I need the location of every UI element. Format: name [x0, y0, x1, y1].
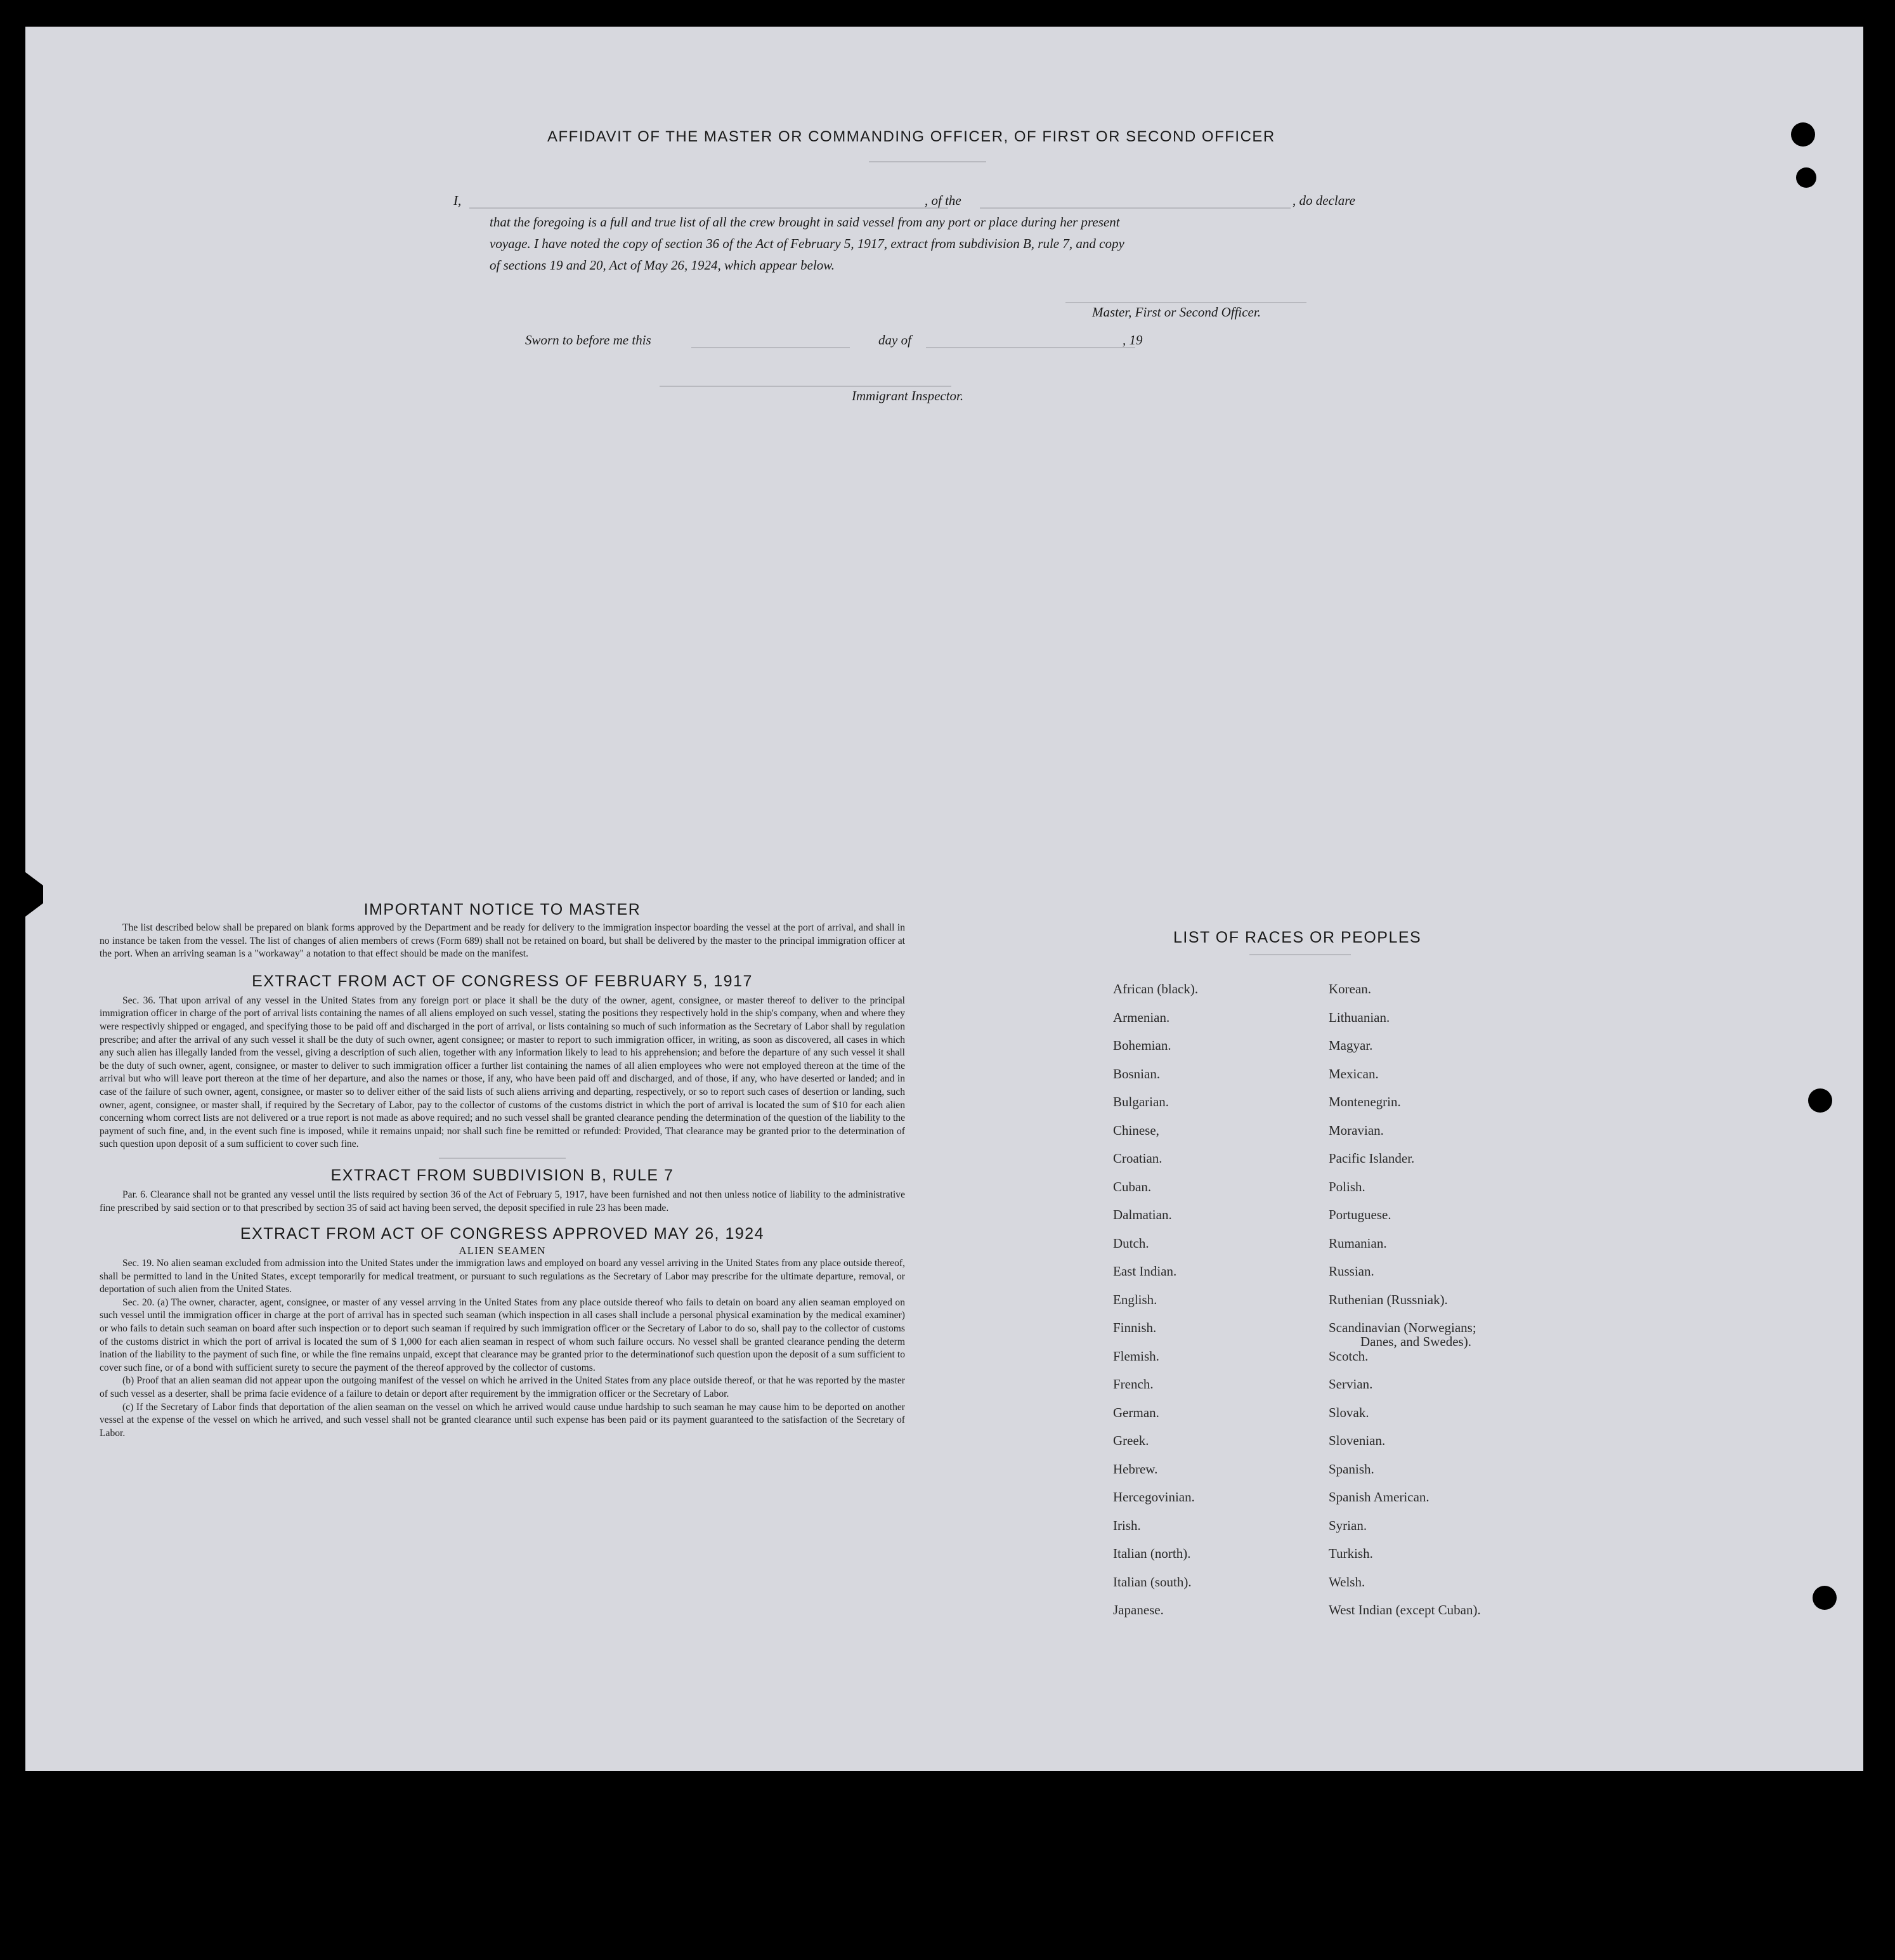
punch-hole	[1808, 1088, 1832, 1113]
race-item: Japanese.	[1113, 1602, 1164, 1617]
race-item: German.	[1113, 1404, 1159, 1420]
race-item: Russian.	[1329, 1264, 1374, 1279]
race-item: Dalmatian.	[1113, 1207, 1172, 1222]
race-item: Magyar.	[1329, 1038, 1373, 1053]
race-item: Spanish.	[1329, 1461, 1374, 1477]
race-item: Polish.	[1329, 1179, 1365, 1194]
master-label: Master, First or Second Officer.	[1092, 304, 1261, 320]
name-blank-line[interactable]	[469, 207, 948, 209]
extract-rule7-title: EXTRACT FROM SUBDIVISION B, RULE 7	[330, 1166, 674, 1184]
document-page	[25, 27, 1863, 1771]
section-20a-text: Sec. 20. (a) The owner, character, agent, consignee, or master of any vessel arrving in the United States from any place outside thereof who fails to detain on board any alien seaman employed on such vessel until the immigration officer in charge at the port of arrival has in spected such seaman (which inspection in all cases shall include a personal physical examination by the medical examiner) or who fails to detain such seaman on board after such inspection or to deport such seaman if required by such immigration officer or the Secretary of Labor to do so, shall pay to the collector of customs of the customs district in which the port of arrival is located the sum of $ 1,000 for each alien seaman in respect of whom such failure occurs. No vessel shall be granted clearance pending the determ ination of the liability to the payment of such fine, or while the fine remains unpaid, except that clearance may be granted prior to the determinationof such question upon the deposit of a sum sufficient to cover such fine, or of a bond with sufficient surety to secure the payment of the thereof approved by the collector of customs.	[100, 1297, 905, 1373]
race-item: West Indian (except Cuban).	[1329, 1602, 1481, 1617]
affidavit-declare: , do declare	[1293, 193, 1355, 208]
race-item: Portuguese.	[1329, 1207, 1391, 1222]
race-item: Armenian.	[1113, 1009, 1170, 1025]
race-item: Finnish.	[1113, 1320, 1157, 1335]
race-item: Montenegrin.	[1329, 1094, 1401, 1109]
section-20b-text: (b) Proof that an alien seaman did not appear upon the outgoing manifest of the vessel on which he arrived in the United States from any place outside thereof, or that he was reported by the master of such vessel as a deserter, shall be prima facie evidence of a failure to detain or deport after requirement by the immigration officer or the Secretary of Labor.	[100, 1375, 905, 1400]
race-item: Greek.	[1113, 1433, 1149, 1448]
race-item: Hebrew.	[1113, 1461, 1158, 1477]
rule-7-text: Par. 6. Clearance shall not be granted any vessel until the lists required by section 36 of the Act of February 5, 1917, have been furnished and not then unless notice of liability to the administrative fine prescribed by said section or to that prescribed by section 35 of said act having been served, the deposit specified in rule 23 has been made.	[100, 1189, 905, 1213]
affidavit-line-2: that the foregoing is a full and true list of all the crew brought in said vessel from any port or place during her present	[490, 214, 1120, 230]
race-item: English.	[1113, 1291, 1157, 1307]
race-item: Scandinavian (Norwegians;	[1329, 1320, 1476, 1335]
race-item: Cuban.	[1113, 1179, 1152, 1194]
year-text: , 19	[1123, 332, 1143, 348]
race-item: Rumanian.	[1329, 1235, 1387, 1251]
race-item: Scotch.	[1329, 1348, 1369, 1364]
race-item: Italian (north).	[1113, 1546, 1191, 1561]
race-item: Slovak.	[1329, 1404, 1369, 1420]
notice-text: The list described below shall be prepared on blank forms approved by the Department and be ready for delivery to the immigration inspector boarding the vessel at the port of arrival, and shall in no instance be taken from the vessel. The list of changes of alien members of crews (Form 689) shall not be retained on board, but shall be delivered by the master to the principal immigration officer at the port. When an arriving seaman is a "workaway" a notation to that effect should be made on the manifest.	[100, 922, 905, 960]
race-item: Irish.	[1113, 1517, 1141, 1533]
affidavit-title: AFFIDAVIT OF THE MASTER OR COMMANDING OFFICER, OF FIRST OR SECOND OFFICER	[547, 128, 1275, 145]
race-item: East Indian.	[1113, 1264, 1177, 1279]
affidavit-i: I,	[453, 193, 462, 208]
races-column-2	[1329, 981, 1595, 1666]
race-item: French.	[1113, 1376, 1154, 1392]
race-item: Korean.	[1329, 981, 1372, 996]
inspector-signature-line[interactable]	[660, 386, 951, 387]
inspector-label: Immigrant Inspector.	[852, 388, 964, 403]
race-item: Welsh.	[1329, 1574, 1365, 1590]
affidavit-of-the: , of the	[925, 193, 961, 208]
extract-1917-title: EXTRACT FROM ACT OF CONGRESS OF FEBRUARY 5, 1917	[252, 972, 753, 990]
race-item-continuation: Danes, and Swedes).	[1360, 1334, 1471, 1349]
master-signature-line[interactable]	[1065, 302, 1306, 303]
race-item: Syrian.	[1329, 1517, 1367, 1533]
race-item: Bohemian.	[1113, 1038, 1171, 1053]
race-item: Dutch.	[1113, 1235, 1149, 1251]
punch-hole	[1796, 167, 1816, 188]
sworn-month-line[interactable]	[926, 347, 1135, 348]
section-19-text: Sec. 19. No alien seaman excluded from admission into the United States under the immigration laws and employed on board any vessel arriving in the United States from any place outside thereof, shall be permitted to land in the United States, except temporarily for medical treatment, or pursuant to such regulations as the Secretary of Labor may prescribe for the ultimate departure, removal, or deportation of such alien from the United States.	[100, 1258, 905, 1295]
races-title: LIST OF RACES OR PEOPLES	[1173, 929, 1422, 946]
punch-hole	[1791, 122, 1815, 147]
extract-1924-title: EXTRACT FROM ACT OF CONGRESS APPROVED MAY 26, 1924	[240, 1225, 765, 1243]
race-item: Ruthenian (Russniak).	[1329, 1291, 1448, 1307]
race-item: Italian (south).	[1113, 1574, 1192, 1590]
race-item: Turkish.	[1329, 1546, 1373, 1561]
race-item: Servian.	[1329, 1376, 1373, 1392]
race-item: Spanish American.	[1329, 1489, 1429, 1505]
punch-hole	[1813, 1586, 1837, 1610]
race-item: Bulgarian.	[1113, 1094, 1169, 1109]
sworn-text: Sworn to before me this	[525, 332, 651, 348]
affidavit-line-3: voyage. I have noted the copy of section 36 of the Act of February 5, 1917, extract from subdivision B, rule 7, and copy	[490, 236, 1124, 251]
day-of-text: day of	[878, 332, 911, 348]
race-item: Croatian.	[1113, 1151, 1162, 1166]
race-item: Pacific Islander.	[1329, 1151, 1415, 1166]
vessel-blank-line[interactable]	[980, 207, 1291, 209]
section-36-text: Sec. 36. That upon arrival of any vessel in the United States from any foreign port or place it shall be the duty of the owner, agent, consignee, or master thereof to deliver to the principal immigration officer in charge of the port of arrival lists containing the names of all aliens employed on such vessel, stating the positions they respectively hold in the ship's company, when and where they were respectivly shipped or engaged, and specifying those to be paid off and discharged in the port of arrival, or lists containing so much of such information as the Secretary of Labor shall by regulation prescribe; and after the arrival of any such vessel it shall be the duty of such owner, agent consignee; or master to report to such immigration officer, in writing, as soon as discovered, all cases in which any such alien has illegally landed from the vessel, giving a description of such alien, together with any information likely to lead to his apprehension; and before the departure of any such vessel it shall be the duty of such owner, agent, consignee, or master to deliver to such immigration officer a further list containing the names of all alien employees who were not employed thereon at the time of the arrival but who will leave port thereon at the time of her departure, and also the names or those, if any, who have been paid off and discharged, and of those, if any, who have deserted or landed; and in case of the failure of such owner, agent, consignee, or master so to deliver either of the said lists of such aliens arriving and departing, respectively, or so to report such cases of desertion or landing, such owner, agent, consignee, or master shall, if required by the Secretary of Labor, pay to the collector of customs of the customs district in which the port of arrival is located the sum of $10 for each alien concerning whom correct lists are not delivered or a true report is not made as above required; and no such vessel shall be granted clearance pending the determination of the question of the liability to the payment of such fine, and, in the event such fine is imposed, while it remains unpaid; nor shall such fine be remitted or refunded: Provided, That clearance may be granted prior to the determination of such question upon deposit of a sum sufficient to cover such fine.	[100, 995, 905, 1150]
section-divider	[439, 1158, 566, 1159]
alien-seamen-subtitle: ALIEN SEAMEN	[459, 1245, 546, 1257]
race-item: Mexican.	[1329, 1066, 1379, 1081]
section-20c-text: (c) If the Secretary of Labor finds that deportation of the alien seaman on the vessel on which he arrived would cause undue hardship to such seaman he may cause him to be deported on another vessel at the expense of the vessel on which he arrived, and such vessel shall not be granted clearance until such expense has been paid or its payment guaranteed to the satisfaction of the Secretary of Labor.	[100, 1401, 905, 1439]
race-item: Slovenian.	[1329, 1433, 1386, 1448]
sworn-day-line[interactable]	[691, 347, 850, 348]
affidavit-line-4: of sections 19 and 20, Act of May 26, 1924, which appear below.	[490, 258, 835, 273]
notices-column	[100, 901, 905, 1440]
race-item: Chinese,	[1113, 1122, 1159, 1138]
race-item: African (black).	[1113, 981, 1199, 996]
races-divider	[1249, 954, 1351, 955]
race-item: Lithuanian.	[1329, 1009, 1390, 1025]
notice-title: IMPORTANT NOTICE TO MASTER	[363, 901, 641, 918]
race-item: Flemish.	[1113, 1348, 1159, 1364]
title-divider	[869, 161, 986, 162]
race-item: Moravian.	[1329, 1122, 1384, 1138]
races-column-1	[1113, 981, 1316, 1666]
race-item: Bosnian.	[1113, 1066, 1161, 1081]
race-item: Hercegovinian.	[1113, 1489, 1195, 1505]
